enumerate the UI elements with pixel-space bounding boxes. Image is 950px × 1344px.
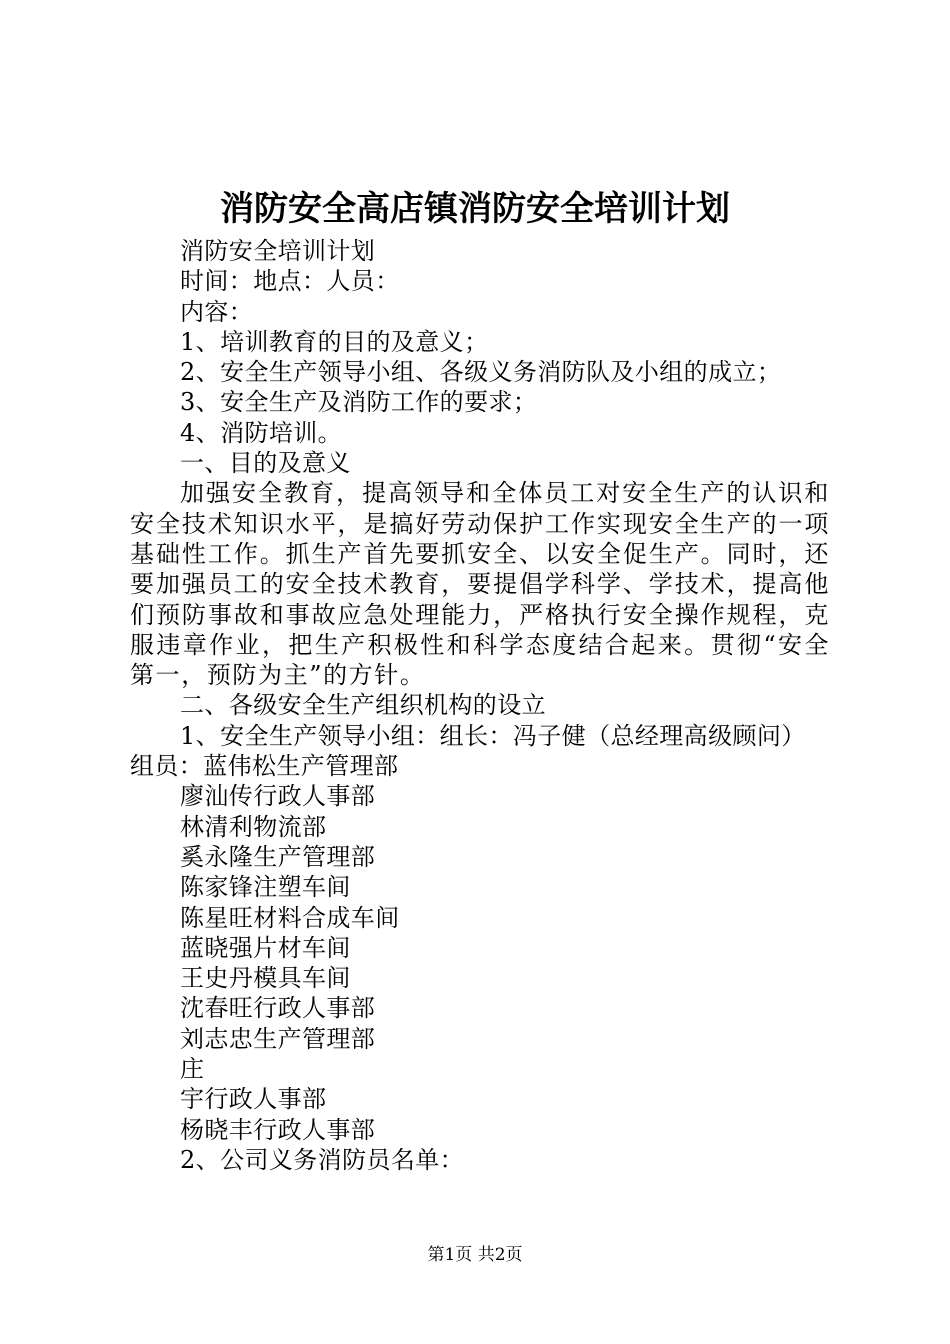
document-body <box>130 236 830 1175</box>
outline-item: 4、消防培训。 <box>180 418 343 447</box>
outline-item: 2、安全生产领导小组、各级义务消防队及小组的成立； <box>180 358 782 387</box>
member-item: 陈星旺材料合成车间 <box>180 903 400 932</box>
section-heading: 二、各级安全生产组织机构的设立 <box>180 691 546 720</box>
member-item: 廖汕传行政人事部 <box>180 782 376 811</box>
section-paragraph: 加强安全教育，提高领导和全体员工对安全生产的认识和安全技术知识水平，是搞好劳动保护工作实现安全生产的一项基础性工作。抓生产首先要抓安全、以安全促生产。同时，还要加强员工的安全技术教育，要提倡学科学、学技术，提高他们预防事故和事故应急处理能力，严格执行安全操作规程，克服违章作业，把生产积极性和科学态度结合起来。贯彻“安全第一，预防为主”的方针。 <box>130 479 830 690</box>
member-item: 蓝晓强片材车间 <box>180 933 351 962</box>
section-heading: 一、目的及意义 <box>180 449 351 478</box>
member-item: 庄 <box>180 1055 205 1084</box>
member-item: 杨晓丰行政人事部 <box>180 1115 376 1144</box>
member-item: 宇行政人事部 <box>180 1085 327 1114</box>
member-item: 奚永隆生产管理部 <box>180 842 376 871</box>
members-first-line: 组员：蓝伟松生产管理部 <box>130 752 399 781</box>
subtitle: 消防安全培训计划 <box>180 237 376 265</box>
member-item: 陈家锋注塑车间 <box>180 873 351 902</box>
outline-item: 1、培训教育的目的及意义； <box>180 327 489 356</box>
page-footer: 第1页 共2页 <box>427 1245 523 1265</box>
firefighters-line: 2、公司义务消防员名单： <box>180 1145 465 1174</box>
content-label: 内容： <box>180 297 254 326</box>
member-item: 王史丹模具车间 <box>180 964 351 993</box>
meta-line: 时间：地点：人员： <box>180 267 400 296</box>
member-item: 沈春旺行政人事部 <box>180 994 376 1023</box>
member-item: 林清利物流部 <box>180 812 327 841</box>
member-item: 刘志忠生产管理部 <box>180 1024 376 1053</box>
page-title: 消防安全高店镇消防安全培训计划 <box>220 189 730 229</box>
outline-item: 3、安全生产及消防工作的要求； <box>180 388 538 417</box>
leader-line: 1、安全生产领导小组：组长：冯子健（总经理高级顾问） <box>180 721 806 750</box>
